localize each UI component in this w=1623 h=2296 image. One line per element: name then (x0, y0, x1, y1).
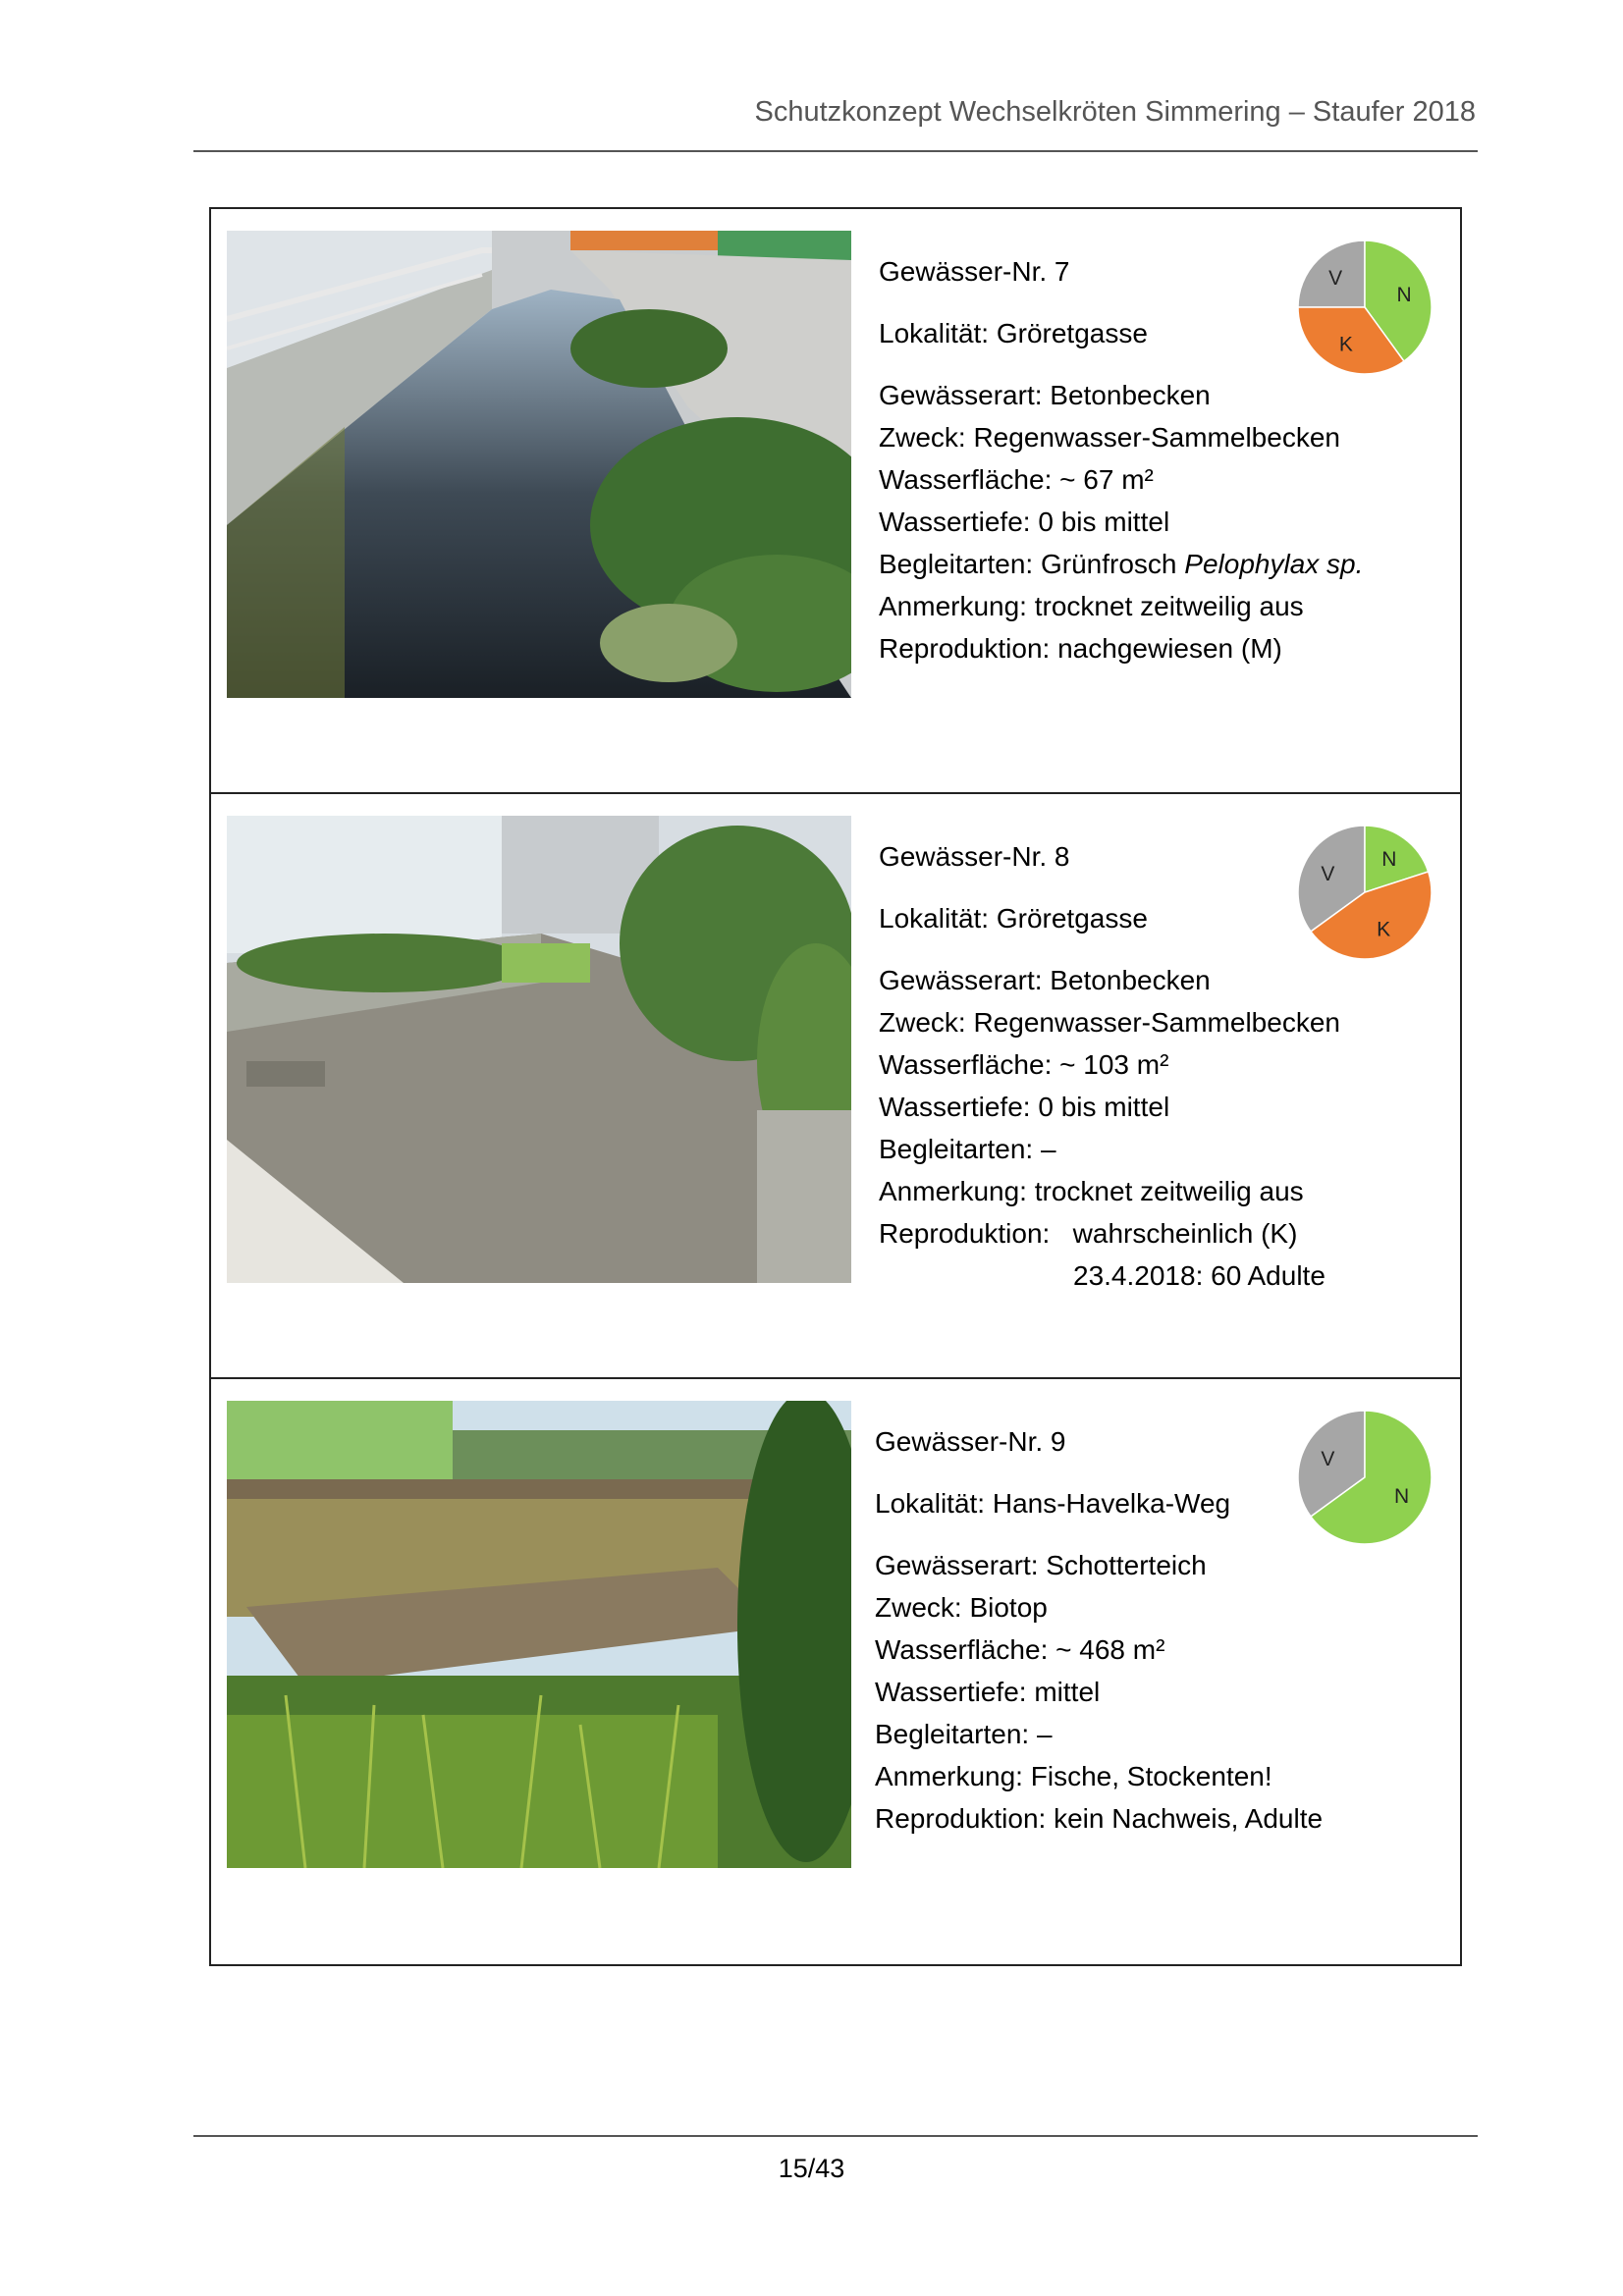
remark: Anmerkung: trocknet zeitweilig aus (879, 1176, 1304, 1206)
water-depth: Wassertiefe: 0 bis mittel (879, 1092, 1170, 1122)
companion-species-label: Begleitarten: Grünfrosch (879, 549, 1185, 579)
water-body-number: Gewässer-Nr. 8 (879, 841, 1070, 872)
photo-gravel-pond-boardwalk (227, 1401, 851, 1868)
purpose: Zweck: Biotop (875, 1592, 1048, 1623)
water-area: Wasserfläche: ~ 103 m² (879, 1049, 1169, 1080)
running-header: Schutzkonzept Wechselkröten Simmering – Staufer 2018 (754, 96, 1476, 128)
water-area: Wasserfläche: ~ 468 m² (875, 1634, 1165, 1665)
reproduction: Reproduktion: wahrscheinlich (K) (879, 1218, 1298, 1249)
pie-label-N: N (1393, 1485, 1410, 1509)
photo-dry-concrete-basin (227, 816, 851, 1283)
water-body-info (879, 250, 1363, 669)
water-body-table (209, 207, 1462, 1966)
pie-label-V: V (1321, 1447, 1335, 1470)
pie-label-V: V (1328, 267, 1343, 291)
water-body-number: Gewässer-Nr. 9 (875, 1426, 1066, 1457)
pie-label-N: N (1396, 283, 1412, 306)
header-rule (193, 150, 1478, 152)
species-name: Pelophylax sp. (1184, 549, 1364, 579)
water-type: Gewässerart: Betonbecken (879, 380, 1211, 410)
water-body-entry-8 (211, 794, 1460, 1379)
locality: Lokalität: Gröretgasse (879, 903, 1148, 934)
companion-species: Begleitarten: – (879, 1134, 1056, 1164)
water-body-number: Gewässer-Nr. 7 (879, 256, 1070, 287)
pie-label-K: K (1377, 918, 1391, 941)
locality: Lokalität: Gröretgasse (879, 318, 1148, 348)
water-type: Gewässerart: Schotterteich (875, 1550, 1207, 1580)
water-body-info (879, 835, 1340, 1297)
habitat-pie-chart (1296, 239, 1434, 376)
habitat-pie-chart (1296, 1409, 1434, 1546)
reproduction-note: 23.4.2018: 60 Adulte (1073, 1260, 1325, 1291)
water-depth: Wassertiefe: mittel (875, 1677, 1101, 1707)
pie-label-V: V (1321, 862, 1335, 885)
remark: Anmerkung: trocknet zeitweilig aus (879, 591, 1304, 621)
reproduction: Reproduktion: kein Nachweis, Adulte (875, 1803, 1324, 1834)
photo-concrete-basin-lily-pads (227, 231, 851, 698)
pie-label-K: K (1338, 333, 1353, 356)
page-number: 15/43 (778, 2154, 845, 2183)
water-depth: Wassertiefe: 0 bis mittel (879, 507, 1170, 537)
reproduction: Reproduktion: nachgewiesen (M) (879, 633, 1282, 664)
water-body-entry-7 (211, 209, 1460, 794)
companion-species: Begleitarten: – (875, 1719, 1053, 1749)
water-area: Wasserfläche: ~ 67 m² (879, 464, 1154, 495)
footer-rule (193, 2135, 1478, 2137)
pie-label-N: N (1381, 847, 1397, 871)
purpose: Zweck: Regenwasser-Sammelbecken (879, 1007, 1340, 1038)
remark: Anmerkung: Fische, Stockenten! (875, 1761, 1272, 1791)
water-type: Gewässerart: Betonbecken (879, 965, 1211, 995)
habitat-pie-chart (1296, 824, 1434, 961)
water-body-entry-9 (211, 1379, 1460, 1964)
locality: Lokalität: Hans-Havelka-Weg (875, 1488, 1231, 1519)
purpose: Zweck: Regenwasser-Sammelbecken (879, 422, 1340, 453)
water-body-info (875, 1420, 1323, 1840)
companion-species (879, 543, 1363, 585)
